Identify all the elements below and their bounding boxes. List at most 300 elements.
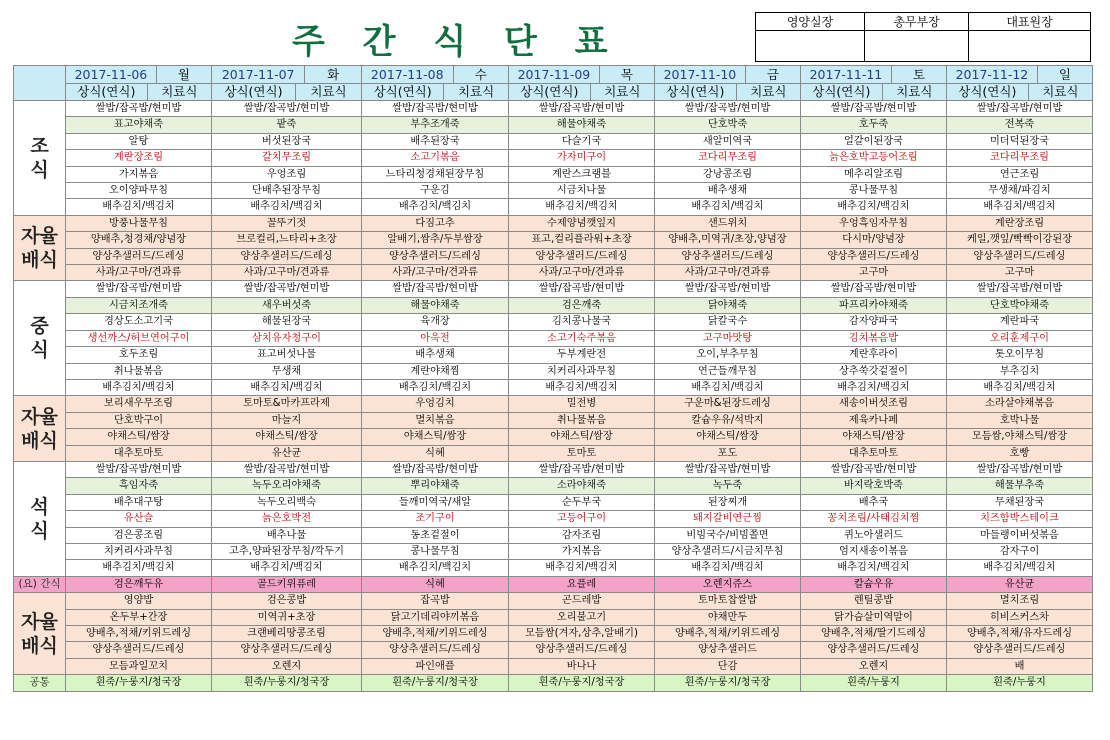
menu-row [14,150,1093,166]
menu-row [14,265,1093,281]
menu-item: 바나나 [509,658,655,674]
menu-row [14,412,1093,428]
menu-item: 아욱전 [362,330,509,346]
menu-item: 해물야채죽 [362,297,509,313]
menu-item: 부추조개죽 [362,117,509,133]
date-label: 2017-11-06 [66,66,157,83]
menu-item: 양상추샐러드/드레싱 [362,642,509,658]
menu-item: 동초겉절이 [362,527,509,543]
menu-item: 새알미역국 [655,133,801,149]
menu-item: 호두죽 [801,117,947,133]
menu-item: 양상추샐러드/드레싱 [66,248,212,264]
day-header-2 [362,66,509,84]
menu-item: 녹두죽 [655,478,801,494]
menu-item: 배추생채 [362,347,509,363]
menu-row [14,675,1093,691]
weekday-label: 수 [474,67,487,82]
menu-item: 소라살야채볶음 [947,396,1093,412]
menu-item: 토마토찹쌀밥 [655,593,801,609]
menu-item: 대추토마토 [801,445,947,461]
menu-item: 계란야채찜 [362,363,509,379]
therapy-diet-label: 치료식 [896,84,933,99]
menu-item: 배추김치/백김치 [66,379,212,395]
menu-item: 얼갈이된장국 [801,133,947,149]
menu-item: 양상추샐러드/드레싱 [947,248,1093,264]
menu-item: 배추김치/백김치 [947,379,1093,395]
menu-item: 오이,부추무침 [655,347,801,363]
menu-item: 호두조림 [66,347,212,363]
menu-item: 소고기볶음 [362,150,509,166]
menu-item: 브로컬리,느타리+초장 [212,232,362,248]
menu-item: 보리새우무조림 [66,396,212,412]
menu-item: 토마토 [509,445,655,461]
menu-row [14,281,1093,297]
menu-item: 느타리청경채된장무침 [362,166,509,182]
menu-item: 야채스틱/쌈장 [509,429,655,445]
menu-row [14,101,1093,117]
menu-item: 흑임자죽 [66,478,212,494]
therapy-diet-label: 치료식 [750,84,787,99]
menu-item: 무생채 [212,363,362,379]
menu-row [14,330,1093,346]
menu-item: 강낭콩조림 [655,166,801,182]
menu-item: 늙은호박고등어조림 [801,150,947,166]
menu-item: 배추김치/백김치 [509,199,655,215]
menu-item: 계란스크램블 [509,166,655,182]
day-header-1 [212,66,362,84]
menu-item: 상추쑥갓겉절이 [801,363,947,379]
menu-item: 요플레 [509,576,655,592]
section-label: (요) 간식 [14,576,66,592]
menu-item: 부추김치 [947,363,1093,379]
meal-type-header [947,84,1093,101]
menu-item: 감자구이 [947,543,1093,559]
menu-row [14,445,1093,461]
weekday-label: 금 [766,67,779,82]
menu-item: 쌀밥/잡곡밥/현미밥 [362,101,509,117]
menu-item: 오리불고기 [509,609,655,625]
menu-item: 야채스틱/쌈장 [212,429,362,445]
menu-item: 삼치유자청구이 [212,330,362,346]
menu-item: 온두부+간장 [66,609,212,625]
menu-item: 배추김치/백김치 [655,379,801,395]
menu-item: 배추김치/백김치 [947,199,1093,215]
menu-item: 쌀밥/잡곡밥/현미밥 [801,101,947,117]
approval-box [755,12,1091,62]
menu-item: 배추김치/백김치 [509,560,655,576]
weekday-label: 월 [177,67,190,82]
menu-item: 가자미구이 [509,150,655,166]
menu-item: 코다리무조림 [947,150,1093,166]
menu-item: 렌틸콩밥 [801,593,947,609]
menu-item: 유산균 [947,576,1093,592]
meal-type-header [66,84,212,101]
meal-type-header [212,84,362,101]
menu-item: 소고기숙주볶음 [509,330,655,346]
menu-item: 영양밥 [66,593,212,609]
menu-item: 양상추샐러드/시금치무침 [655,543,801,559]
date-label: 2017-11-07 [212,66,305,83]
menu-item: 알탕 [66,133,212,149]
menu-item: 양상추샐러드/드레싱 [655,248,801,264]
menu-item: 검은깨죽 [509,297,655,313]
section-label: 중 식 [14,281,66,396]
menu-item: 잡곡밥 [362,593,509,609]
date-label: 2017-11-11 [801,66,892,83]
menu-item: 김치콩나물국 [509,314,655,330]
menu-item: 칼슘우유/석박지 [655,412,801,428]
menu-item: 크랜베리땅콩조림 [212,626,362,642]
menu-item: 양상추샐러드/드레싱 [947,642,1093,658]
menu-item: 시금치나물 [509,183,655,199]
menu-item: 모듬쌈,야채스틱/쌈장 [947,429,1093,445]
menu-item: 양상추샐러드/드레싱 [509,642,655,658]
menu-item: 포도 [655,445,801,461]
menu-item: 녹두오리백숙 [212,494,362,510]
menu-item: 양배추,적채/키위드레싱 [66,626,212,642]
menu-item: 치커리사과무침 [509,363,655,379]
menu-item: 메추리알조림 [801,166,947,182]
menu-item: 유산슬 [66,511,212,527]
menu-row [14,626,1093,642]
date-label: 2017-11-08 [362,66,454,83]
menu-item: 배추김치/백김치 [947,560,1093,576]
menu-item: 검은깨두유 [66,576,212,592]
menu-item: 닭가슴살미역말이 [801,609,947,625]
menu-item: 흰죽/누룽지 [947,675,1093,691]
menu-item: 조기구이 [362,511,509,527]
menu-item: 돼지갈비연근찜 [655,511,801,527]
menu-item: 닭고기데리야끼볶음 [362,609,509,625]
menu-item: 식혜 [362,576,509,592]
menu-item: 곤드레밥 [509,593,655,609]
menu-item: 방풍나물무침 [66,215,212,231]
menu-item: 대추토마토 [66,445,212,461]
menu-item: 치즈함박스테이크 [947,511,1093,527]
menu-item: 양상추샐러드/드레싱 [509,248,655,264]
menu-item: 멸치볶음 [362,412,509,428]
menu-item: 오렌지 [801,658,947,674]
menu-item: 사과/고구마/견과류 [655,265,801,281]
menu-item: 오렌지 [212,658,362,674]
menu-item: 사과/고구마/견과류 [509,265,655,281]
menu-item: 배추김치/백김치 [212,379,362,395]
menu-item: 배추김치/백김치 [509,379,655,395]
menu-item: 육개장 [362,314,509,330]
menu-item: 쌀밥/잡곡밥/현미밥 [212,461,362,477]
menu-item: 취나물볶음 [509,412,655,428]
menu-item: 유산균 [212,445,362,461]
menu-item: 단감 [655,658,801,674]
menu-item: 배추김치/백김치 [801,560,947,576]
menu-item: 새우버섯죽 [212,297,362,313]
menu-item: 꼴뚜기젓 [212,215,362,231]
menu-item: 들깨미역국/새알 [362,494,509,510]
normal-diet-label: 상식(연식) [947,84,1029,100]
menu-row [14,232,1093,248]
menu-item: 갈치무조림 [212,150,362,166]
menu-row [14,560,1093,576]
menu-row [14,527,1093,543]
menu-item: 야채스틱/쌈장 [362,429,509,445]
therapy-diet-label: 치료식 [161,84,198,99]
menu-item: 표고버섯나물 [212,347,362,363]
menu-item: 양상추샐러드 [655,642,801,658]
menu-item: 쌀밥/잡곡밥/현미밥 [947,101,1093,117]
menu-item: 사과/고구마/견과류 [66,265,212,281]
menu-item: 양배추,적채/키위드레싱 [655,626,801,642]
normal-diet-label: 상식(연식) [362,84,444,100]
menu-item: 오이양파무침 [66,183,212,199]
menu-item: 배추생채 [655,183,801,199]
menu-item: 계란장조림 [66,150,212,166]
menu-item: 김치볶음밥 [801,330,947,346]
day-header-3 [509,66,655,84]
menu-item: 호박나물 [947,412,1093,428]
menu-item: 두부계란전 [509,347,655,363]
menu-row [14,593,1093,609]
menu-item: 가지볶음 [66,166,212,182]
menu-item: 다시마/양념장 [801,232,947,248]
approval-sign-cell[interactable] [969,31,1091,62]
page-title: 주 간 식 단 표 [292,22,621,62]
menu-item: 양상추샐러드/드레싱 [212,642,362,658]
day-header-0 [66,66,212,84]
menu-item: 우엉조림 [212,166,362,182]
menu-item: 양상추샐러드/드레싱 [362,248,509,264]
menu-item: 쌀밥/잡곡밥/현미밥 [509,101,655,117]
menu-row [14,494,1093,510]
menu-item: 표고야채죽 [66,117,212,133]
menu-row [14,429,1093,445]
menu-item: 흰죽/누룽지/청국장 [212,675,362,691]
day-header-4 [655,66,801,84]
menu-item: 연근조림 [947,166,1093,182]
menu-item: 다짐고추 [362,215,509,231]
menu-item: 사과/고구마/견과류 [362,265,509,281]
menu-item: 밀전병 [509,396,655,412]
menu-item: 양배추,적채/키위드레싱 [362,626,509,642]
menu-item: 야채스틱/쌈장 [655,429,801,445]
menu-item: 단배추된장무침 [212,183,362,199]
menu-item: 쌀밥/잡곡밥/현미밥 [66,281,212,297]
menu-item: 양배추,미역귀/초장,양념장 [655,232,801,248]
menu-row [14,314,1093,330]
date-label: 2017-11-09 [509,66,600,83]
menu-item: 취나물볶음 [66,363,212,379]
menu-item: 배추김치/백김치 [362,560,509,576]
menu-row [14,215,1093,231]
menu-row [14,478,1093,494]
menu-row [14,117,1093,133]
menu-item: 오렌지쥬스 [655,576,801,592]
approval-label-director: 대표원장 [969,13,1091,31]
approval-sign-cell[interactable] [756,31,865,62]
menu-item: 양배추,적채/딸기드레싱 [801,626,947,642]
menu-item: 퀴노아샐러드 [801,527,947,543]
menu-row [14,166,1093,182]
menu-item: 배추국 [801,494,947,510]
meal-type-header [509,84,655,101]
menu-item: 고등어구이 [509,511,655,527]
menu-row [14,379,1093,395]
therapy-diet-label: 치료식 [457,84,495,99]
menu-item: 배추된장국 [362,133,509,149]
therapy-diet-label: 치료식 [1042,84,1079,99]
corner-cell [14,66,66,101]
date-row [14,66,1093,84]
menu-row [14,658,1093,674]
menu-row [14,511,1093,527]
normal-diet-label: 상식(연식) [801,84,883,100]
menu-item: 골드키위퓨레 [212,576,362,592]
menu-item: 검은콩조림 [66,527,212,543]
meal-type-row [14,84,1093,101]
therapy-diet-label: 치료식 [310,84,347,99]
menu-item: 히비스커스차 [947,609,1093,625]
menu-item: 마늘지 [212,412,362,428]
menu-item: 전복죽 [947,117,1093,133]
menu-item: 우엉김치 [362,396,509,412]
menu-item: 야채스틱/쌈장 [801,429,947,445]
menu-item: 야채스틱/쌈장 [66,429,212,445]
normal-diet-label: 상식(연식) [655,84,737,100]
menu-item: 사과/고구마/견과류 [212,265,362,281]
menu-item: 배추김치/백김치 [212,560,362,576]
menu-item: 닭야채죽 [655,297,801,313]
weekday-label: 목 [620,67,633,82]
meal-type-header [655,84,801,101]
menu-item: 뿌리야채죽 [362,478,509,494]
menu-item: 쌀밥/잡곡밥/현미밥 [212,281,362,297]
menu-item: 쌀밥/잡곡밥/현미밥 [66,461,212,477]
approval-sign-cell[interactable] [865,31,969,62]
menu-item: 경상도소고기국 [66,314,212,330]
menu-item: 바지락호박죽 [801,478,947,494]
menu-item: 고추,양파된장무침/깍두기 [212,543,362,559]
menu-item: 배추대구탕 [66,494,212,510]
menu-item: 쌀밥/잡곡밥/현미밥 [801,461,947,477]
menu-item: 모듬과일꼬치 [66,658,212,674]
menu-item: 버섯된장국 [212,133,362,149]
menu-item: 쌀밥/잡곡밥/현미밥 [947,281,1093,297]
meal-type-header [801,84,947,101]
menu-item: 생선까스/허브연어구이 [66,330,212,346]
menu-item: 식혜 [362,445,509,461]
approval-label-general-affairs: 총무부장 [865,13,969,31]
menu-item: 검은콩밥 [212,593,362,609]
menu-item: 쌀밥/잡곡밥/현미밥 [655,461,801,477]
menu-row [14,297,1093,313]
menu-item: 양상추샐러드/드레싱 [212,248,362,264]
menu-item: 미역귀+초장 [212,609,362,625]
date-label: 2017-11-12 [947,66,1038,83]
menu-item: 톳오이무침 [947,347,1093,363]
menu-row [14,347,1093,363]
menu-item: 쌀밥/잡곡밥/현미밥 [655,101,801,117]
menu-item: 해물야채죽 [509,117,655,133]
menu-item: 흰죽/누룽지/청국장 [509,675,655,691]
menu-item: 야채만두 [655,609,801,625]
menu-item: 양배추,청경채/양념장 [66,232,212,248]
menu-item: 양상추샐러드/드레싱 [801,642,947,658]
weekday-label: 토 [912,67,925,82]
menu-item: 흰죽/누룽지/청국장 [66,675,212,691]
menu-item: 고구마 [801,265,947,281]
menu-item: 배추김치/백김치 [362,199,509,215]
menu-item: 구운김 [362,183,509,199]
menu-item: 늙은호박전 [212,511,362,527]
menu-item: 새송이버섯조림 [801,396,947,412]
menu-item: 배 [947,658,1093,674]
menu-item: 계란후라이 [801,347,947,363]
therapy-diet-label: 치료식 [604,84,641,99]
menu-item: 토마토&마카프라제 [212,396,362,412]
date-label: 2017-11-10 [655,66,746,83]
menu-item: 연근들깨무침 [655,363,801,379]
menu-item: 쌀밥/잡곡밥/현미밥 [212,101,362,117]
menu-item: 무채된장국 [947,494,1093,510]
day-header-6 [947,66,1093,84]
menu-item: 양상추샐러드/드레싱 [801,248,947,264]
menu-row [14,183,1093,199]
section-label: 공통 [14,675,66,691]
menu-item: 시금치조개죽 [66,297,212,313]
menu-item: 양배추,적채/유자드레싱 [947,626,1093,642]
menu-item: 마들랭이버섯볶음 [947,527,1093,543]
menu-item: 해물부추죽 [947,478,1093,494]
menu-item: 배추김치/백김치 [66,560,212,576]
menu-item: 단호박야채죽 [947,297,1093,313]
menu-row [14,363,1093,379]
menu-item: 쌀밥/잡곡밥/현미밥 [362,281,509,297]
menu-item: 치커리사과무침 [66,543,212,559]
menu-item: 흰죽/누룽지/청국장 [362,675,509,691]
menu-item: 흰죽/누룽지 [801,675,947,691]
menu-item: 케일,깻잎/빡빡이강된장 [947,232,1093,248]
menu-item: 쌀밥/잡곡밥/현미밥 [801,281,947,297]
menu-item: 샌드위치 [655,215,801,231]
menu-item: 쌀밥/잡곡밥/현미밥 [509,461,655,477]
approval-label-nutrition-manager: 영양실장 [756,13,865,31]
section-label: 조 식 [14,101,66,216]
menu-item: 쌀밥/잡곡밥/현미밥 [947,461,1093,477]
menu-item: 쌀밥/잡곡밥/현미밥 [66,101,212,117]
menu-item: 순두부국 [509,494,655,510]
menu-row [14,609,1093,625]
menu-item: 배추김치/백김치 [66,199,212,215]
menu-item: 쌀밥/잡곡밥/현미밥 [655,281,801,297]
menu-item: 엄지새송이볶음 [801,543,947,559]
menu-row [14,133,1093,149]
menu-row [14,642,1093,658]
menu-item: 배추김치/백김치 [362,379,509,395]
menu-item: 녹두오리야채죽 [212,478,362,494]
menu-item: 계란파국 [947,314,1093,330]
day-header-5 [801,66,947,84]
menu-item: 배추김치/백김치 [212,199,362,215]
menu-item: 쌀밥/잡곡밥/현미밥 [509,281,655,297]
menu-row [14,543,1093,559]
menu-item: 우엉흑임자무침 [801,215,947,231]
menu-item: 수제양념깻잎지 [509,215,655,231]
menu-item: 꽁치조림/사태김치찜 [801,511,947,527]
menu-item: 팥죽 [212,117,362,133]
section-label: 자율 배식 [14,215,66,281]
menu-item: 다슬기국 [509,133,655,149]
menu-row [14,199,1093,215]
weekly-menu-table [13,65,1093,692]
